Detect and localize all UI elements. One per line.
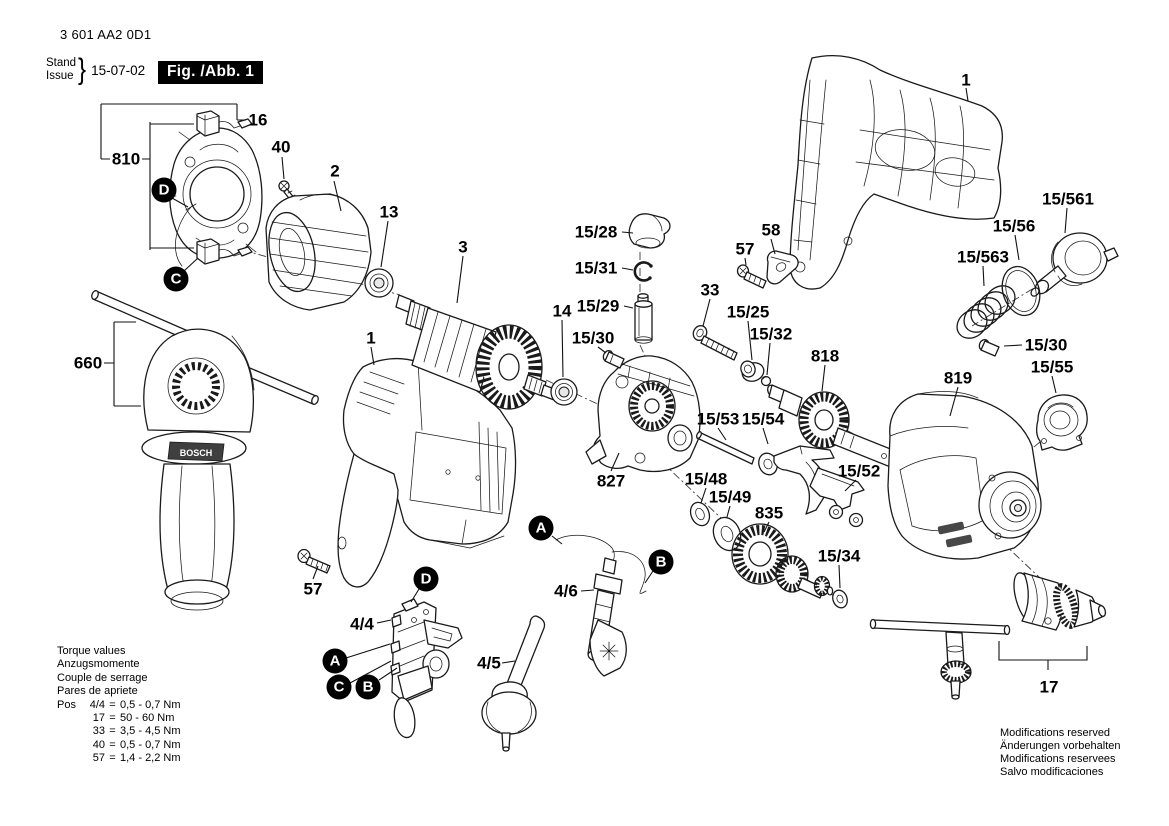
detail-label-B: B xyxy=(356,675,381,700)
screw-33-illustration xyxy=(691,323,737,360)
screw-57-bottom-illustration xyxy=(298,550,330,574)
part-label-15-563: 15/563 xyxy=(957,247,1009,267)
part-label-40: 40 xyxy=(271,137,291,157)
part-label-660: 660 xyxy=(73,353,103,373)
grommet-4-5-illustration xyxy=(482,616,545,751)
part-label-1: 1 xyxy=(961,70,971,90)
document-number: 3 601 AA2 0D1 xyxy=(60,27,152,42)
pin-15-53-illustration xyxy=(696,431,754,464)
selector-15-561-illustration xyxy=(1029,233,1118,298)
detail-label-A: A xyxy=(323,649,348,674)
stator-illustration xyxy=(262,194,371,310)
part-label-15-49: 15/49 xyxy=(708,487,752,507)
screw-57-top-illustration xyxy=(738,265,767,288)
detail-label-B: B xyxy=(649,550,674,575)
part-label-15-52: 15/52 xyxy=(837,461,881,481)
torque-title-line: Torque values xyxy=(57,645,126,657)
part-label-15-29: 15/29 xyxy=(576,296,620,316)
part-label-14: 14 xyxy=(552,301,572,321)
part-label-2: 2 xyxy=(330,161,340,181)
part-label-15-561: 15/561 xyxy=(1042,189,1094,209)
detail-label-A: A xyxy=(529,516,554,541)
part-label-17: 17 xyxy=(1039,677,1059,697)
modifications-line: Modifications reserved xyxy=(1000,727,1111,739)
brace-glyph: } xyxy=(78,53,87,86)
part-label-13: 13 xyxy=(379,202,399,222)
modifications-line: Änderungen vorbehalten xyxy=(1000,740,1121,752)
pin-15-29-illustration xyxy=(635,294,652,343)
part-label-15-54: 15/54 xyxy=(741,409,785,429)
part-label-810: 810 xyxy=(111,149,141,169)
aux-handle-illustration xyxy=(91,290,320,610)
part-label-15-56: 15/56 xyxy=(992,216,1036,236)
torque-title-line: Pares de apriete xyxy=(57,685,138,698)
cord-4-6-illustration xyxy=(556,535,646,676)
circlip-15-31-illustration xyxy=(635,262,653,280)
brand-text: BOSCH xyxy=(179,448,213,458)
issue-label: Issue xyxy=(46,70,74,82)
part-label-16: 16 xyxy=(248,110,268,130)
detail-label-D: D xyxy=(152,178,177,203)
part-label-15-30: 15/30 xyxy=(571,328,615,348)
modifications-line: Salvo modificaciones xyxy=(1000,766,1104,778)
torque-title-lines xyxy=(57,645,181,699)
issue-date: 15-07-02 xyxy=(91,62,146,78)
part-label-15-25: 15/25 xyxy=(726,302,770,322)
spring-15-563-illustration xyxy=(951,280,1020,344)
bearing-13-illustration xyxy=(365,269,393,297)
detail-label-C: C xyxy=(327,675,352,700)
part-label-58: 58 xyxy=(761,220,781,240)
part-label-4-4: 4/4 xyxy=(350,614,374,634)
part-label-33: 33 xyxy=(700,280,720,300)
issue-block xyxy=(46,53,145,87)
part-label-3: 3 xyxy=(458,237,468,257)
ball-15-32-illustration xyxy=(762,377,771,386)
part-label-4-5: 4/5 xyxy=(477,653,501,673)
torque-row: Pos 4/4 = 0,5 - 0,7 Nm xyxy=(57,698,181,711)
torque-title-line: Anzugsmomente xyxy=(57,658,140,671)
part-label-57: 57 xyxy=(303,579,323,599)
part-label-827: 827 xyxy=(596,471,626,491)
part-label-15-55: 15/55 xyxy=(1030,357,1074,377)
part-label-15-48: 15/48 xyxy=(684,469,728,489)
part-label-15-34: 15/34 xyxy=(817,546,861,566)
flange-15-55-illustration xyxy=(1037,395,1088,450)
chuck-key-illustration xyxy=(870,620,1009,700)
part-label-818: 818 xyxy=(810,346,840,366)
part-label-15-28: 15/28 xyxy=(574,222,618,242)
chuck-illustration xyxy=(1009,570,1106,630)
figure-title-badge: Fig. /Abb. 1 xyxy=(158,61,263,84)
detail-label-C: C xyxy=(164,267,189,292)
detail-label-D: D xyxy=(414,567,439,592)
modifications-note xyxy=(1000,727,1120,779)
gear-housing-827-illustration xyxy=(586,356,700,472)
part-label-819: 819 xyxy=(943,368,973,388)
torque-entries xyxy=(57,699,181,766)
part-label-1: 1 xyxy=(366,328,376,348)
part-label-15-32: 15/32 xyxy=(749,324,793,344)
torque-row: 17 = 50 - 60 Nm xyxy=(92,712,175,725)
part-label-15-30: 15/30 xyxy=(1024,335,1068,355)
gear-housing-819-illustration xyxy=(888,391,1041,559)
torque-row: 57 = 1,4 - 2,2 Nm xyxy=(92,752,181,765)
part-label-4-6: 4/6 xyxy=(554,581,578,601)
part-label-15-53: 15/53 xyxy=(696,409,740,429)
switch-illustration xyxy=(391,599,462,738)
part-label-835: 835 xyxy=(754,503,784,523)
torque-table xyxy=(57,645,181,766)
modifications-line: Modifications reservees xyxy=(1000,753,1116,765)
part-label-15-31: 15/31 xyxy=(574,258,618,278)
torque-row: 33 = 3,5 - 4,5 Nm xyxy=(92,725,181,738)
cap-15-28-illustration xyxy=(629,214,670,248)
torque-row: 40 = 0,5 - 0,7 Nm xyxy=(92,738,181,751)
bearing-14-illustration xyxy=(551,379,577,405)
part-label-57: 57 xyxy=(735,239,755,259)
torque-title-line: Couple de serrage xyxy=(57,671,148,684)
pin-15-30-right-illustration xyxy=(978,338,999,356)
stand-label: Stand xyxy=(46,57,77,69)
